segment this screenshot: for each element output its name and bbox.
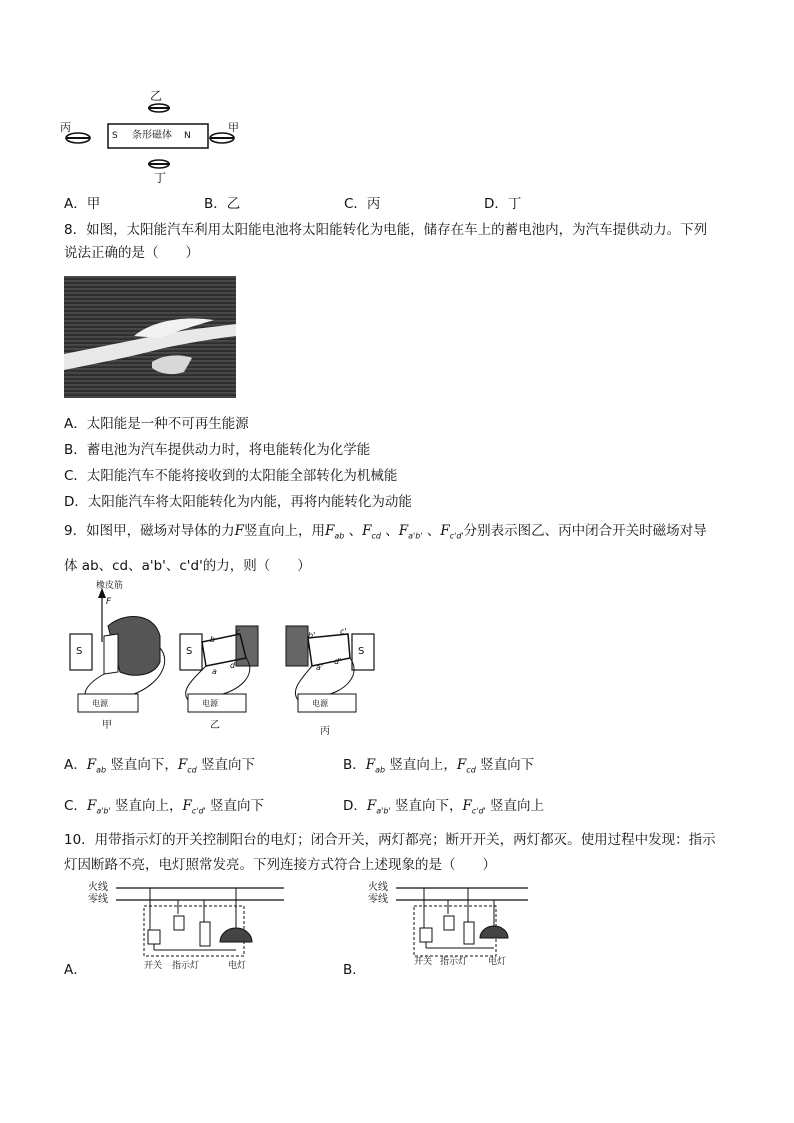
q7-option-c[interactable]: C．丙	[344, 196, 381, 212]
circuit-b-lamp: 电灯	[488, 957, 507, 967]
q8-stem-line2: 说法正确的是（ ）	[64, 245, 199, 261]
compass-left-label: 丙	[60, 121, 71, 134]
q8-option-a[interactable]: A．太阳能是一种不可再生能源	[64, 416, 249, 432]
rubber-band-label: 橡皮筋	[96, 581, 124, 591]
panel3-pole-s: S	[358, 646, 365, 657]
panel3-label: 丙	[320, 726, 330, 737]
circuit-a-live: 火线	[88, 882, 108, 893]
lamp-icon	[480, 926, 508, 938]
q8-option-d[interactable]: D．太阳能汽车将太阳能转化为内能，再将内能转化为动能	[64, 494, 412, 510]
q9-option-a[interactable]: A．$F_{ab}$ 竖直向下，$F_{cd}$ 竖直向下	[64, 757, 256, 775]
q9-stem-line2: 体 ab、cd、a'b'、c'd'的力，则（ ）	[64, 558, 311, 574]
circuit-b	[368, 880, 568, 972]
compass-top-label: 乙	[150, 89, 163, 103]
q9-option-b[interactable]: B．$F_{ab}$ 竖直向上，$F_{cd}$ 竖直向下	[343, 757, 535, 775]
q7-option-b[interactable]: B．乙	[204, 196, 241, 212]
q8-stem-line1: 8．如图，太阳能汽车利用太阳能电池将太阳能转化为电能，储存在车上的蓄电池内，为汽车提供动力。下列	[64, 222, 708, 238]
q9-option-d[interactable]: D．$F_{a'b'}$ 竖直向下，$F_{c'd'}$ 竖直向上	[343, 798, 545, 816]
label-a-prime: a'	[316, 663, 324, 672]
panel1-pole-s: S	[76, 646, 83, 657]
label-d-prime: d'	[334, 657, 342, 666]
circuit-a	[88, 880, 288, 972]
circuit-b-indicator: 指示灯	[440, 957, 468, 967]
solar-car-photo	[64, 276, 236, 398]
panel2-label: 乙	[210, 720, 220, 731]
circuit-a-indicator: 指示灯	[172, 961, 200, 971]
q7-option-d[interactable]: D．丁	[484, 196, 522, 212]
panel3-battery: 电源	[312, 699, 328, 708]
panel1-battery: 电源	[92, 699, 108, 708]
q9-figure	[64, 582, 384, 742]
force-label: F	[106, 597, 112, 607]
panel1-label: 甲	[102, 720, 112, 731]
q7-option-a[interactable]: A．甲	[64, 196, 101, 212]
compass-bottom-label: 丁	[154, 171, 167, 185]
circuit-b-switch: 开关	[414, 957, 433, 967]
label-b-prime: b'	[308, 631, 316, 640]
circuit-b-live: 火线	[368, 882, 388, 893]
q9-option-c[interactable]: C．$F_{a'b'}$ 竖直向上，$F_{c'd'}$ 竖直向下	[64, 798, 265, 816]
q9-stem-line1: 9．如图甲，磁场对导体的力F竖直向上，用$F_{ab}$ 、$F_{cd}$ 、$F_{a'b'}$ 、$F_{c'd'}$分别表示图乙、丙中闭合开关时磁场对导	[64, 523, 707, 541]
label-c-prime: c'	[340, 627, 347, 636]
compass-right-label: 甲	[228, 121, 239, 134]
circuit-a-switch: 开关	[144, 961, 163, 971]
force-symbol: F	[234, 523, 244, 539]
magnet-label: 条形磁体	[132, 130, 172, 141]
label-d: d	[230, 661, 236, 670]
label-b: b	[210, 635, 216, 644]
label-a: a	[212, 667, 217, 676]
panel2-pole-s: S	[186, 646, 193, 657]
circuit-a-lamp: 电灯	[228, 961, 247, 971]
q8-option-b[interactable]: B．蓄电池为汽车提供动力时，将电能转化为化学能	[64, 442, 371, 458]
magnet-pole-s: S	[112, 131, 118, 141]
q10-stem-line1: 10．用带指示灯的开关控制阳台的电灯；闭合开关，两灯都亮；断开开关，两灯都灭。使用过程中发现：指示	[64, 832, 716, 848]
solar-car-shape	[64, 276, 236, 398]
circuit-b-neutral: 零线	[368, 894, 388, 905]
q10-option-a[interactable]: A．	[64, 962, 87, 978]
magnet-pole-n: N	[184, 131, 191, 141]
q10-option-b[interactable]: B．	[343, 962, 366, 978]
q8-option-c[interactable]: C．太阳能汽车不能将接收到的太阳能全部转化为机械能	[64, 468, 398, 484]
lamp-icon	[220, 928, 252, 942]
label-c: c	[236, 627, 241, 636]
panel2-battery: 电源	[202, 699, 218, 708]
indicator-icon	[444, 916, 454, 930]
indicator-icon	[174, 916, 184, 930]
q10-stem-line2: 灯因断路不亮，电灯照常发亮。下列连接方式符合上述现象的是（ ）	[64, 857, 496, 873]
q7-figure	[60, 88, 250, 188]
circuit-a-neutral: 零线	[88, 894, 108, 905]
circuit-b-svg	[368, 880, 568, 972]
